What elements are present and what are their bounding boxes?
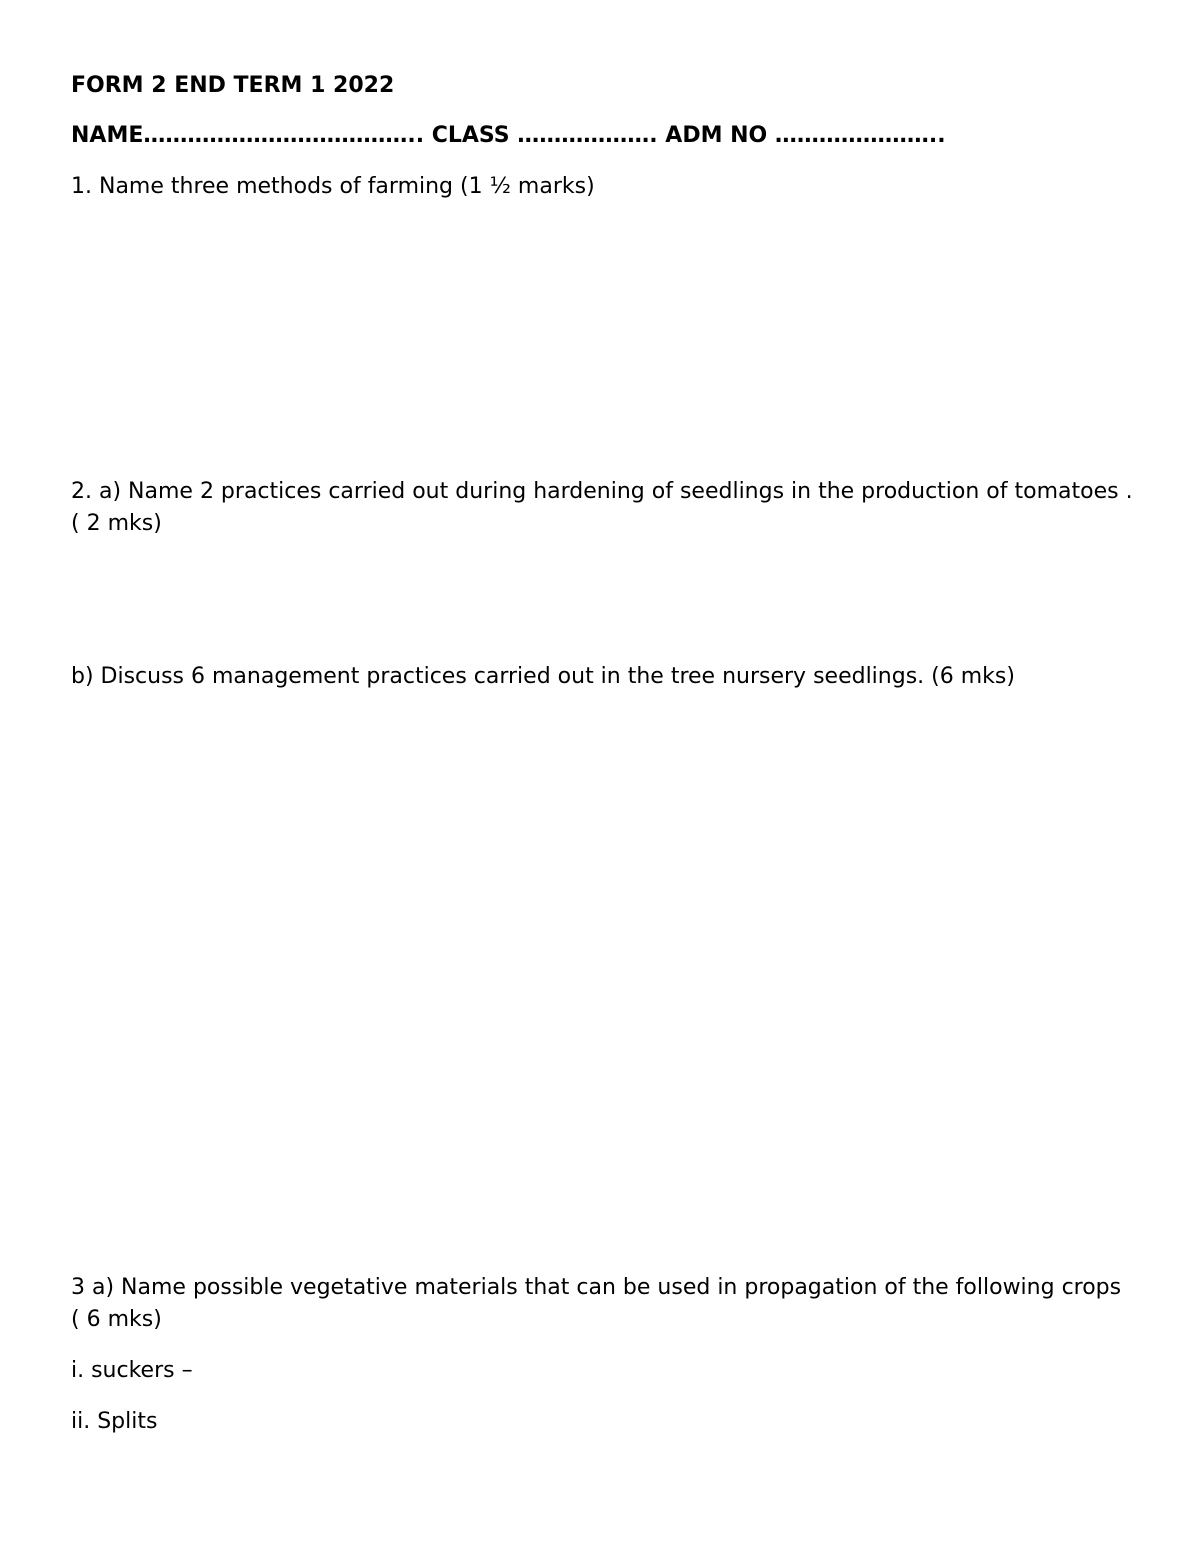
question-3a-item-splits: ii. Splits <box>71 1409 158 1434</box>
student-details-line: NAME……………………………….. CLASS ………………. ADM NO ………………….. <box>71 123 946 148</box>
question-2b: b) Discuss 6 management practices carried out in the tree nursery seedlings. (6 mks) <box>71 664 1015 689</box>
question-1: 1. Name three methods of farming (1 ½ marks) <box>71 174 595 199</box>
question-2a: 2. a) Name 2 practices carried out during hardening of seedlings in the production of tomatoes .( 2 mks) <box>71 479 1133 536</box>
question-3a: 3 a) Name possible vegetative materials that can be used in propagation of the following crops ( 6 mks) <box>71 1275 1122 1332</box>
question-3a-item-suckers: i. suckers – <box>71 1358 193 1383</box>
exam-title: FORM 2 END TERM 1 2022 <box>71 73 395 98</box>
